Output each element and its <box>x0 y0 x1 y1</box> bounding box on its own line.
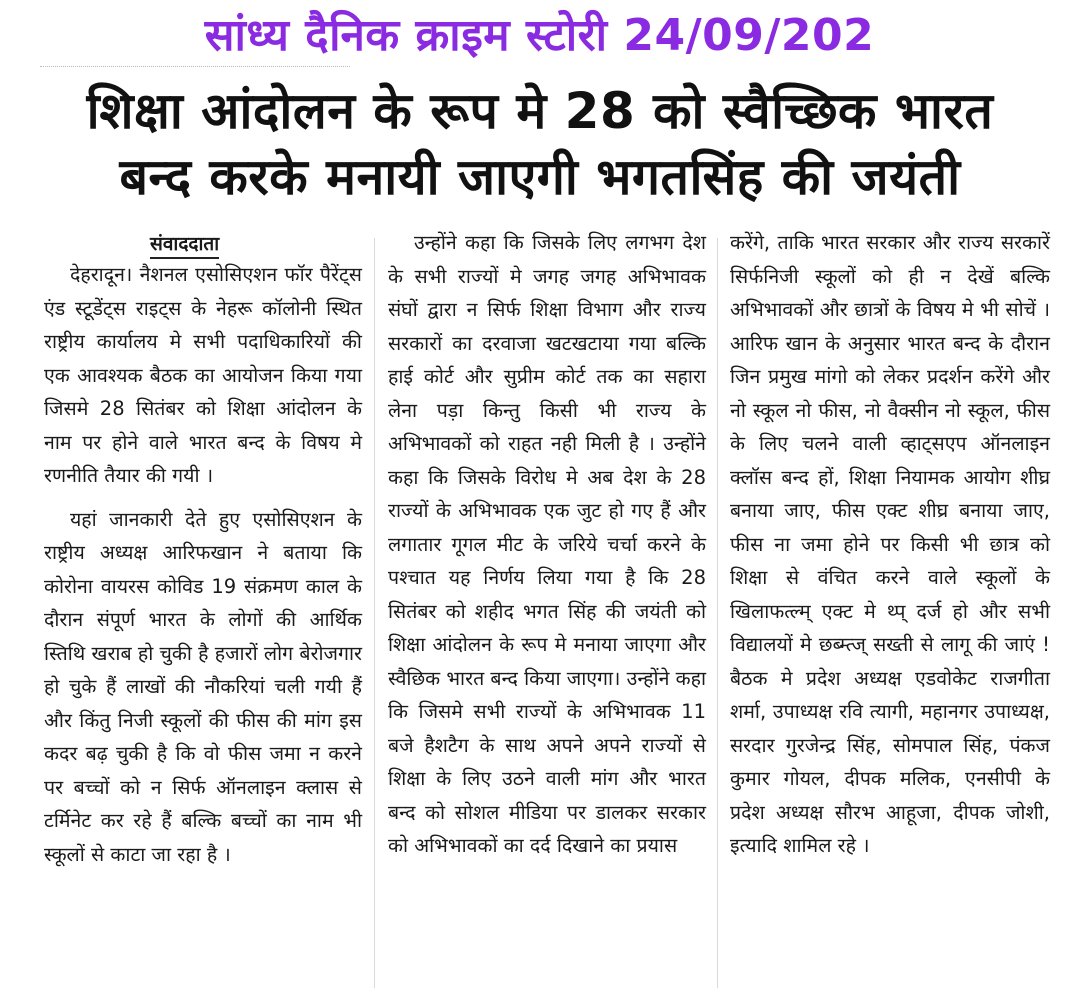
masthead-title: सांध्य दैनिक क्राइम स्टोरी 24/09/202 <box>204 10 875 61</box>
clipping-edge <box>40 66 350 75</box>
headline-line-2: बन्द करके मनायी जाएगी भगतसिंह की जयंती <box>119 148 961 206</box>
article-headline <box>30 78 1050 210</box>
byline: संवाददाता <box>150 230 219 259</box>
column-divider <box>374 238 375 988</box>
article-column-1 <box>44 258 362 871</box>
headline-line-1: शिक्षा आंदोलन के रूप मे 28 को स्वैच्छिक भारत <box>86 82 994 140</box>
paragraph: उन्होंने कहा कि जिसके लिए लगभग देश के सभी राज्यों मे जगह जगह अभिभावक संघों द्वारा न सिर्फ शिक्षा विभाग और राज्य सरकारों का दरवाजा खटखटाया गया बल्कि हाई कोर्ट और सुप्रीम कोर्ट तक का सहारा लेना पड़ा किन्तु किसी भी राज्य के अभिभावकों को राहत नही मिली है । उन्होंने कहा कि जिसके विरोध मे अब देश के 28 राज्यों के अभिभावक एक जुट हो गए हैं और लगातार गूगल मीट के जरिये चर्चा करने के पश्चात यह निर्णय लिया गया है कि 28 सितंबर को शहीद भगत सिंह की जयंती को शिक्षा आंदोलन के रूप मे मनाया जाएगा और स्वैछिक भारत बन्द किया जाएगा। उन्होंने कहा कि जिसमे सभी राज्यों के अभिभावक 11 बजे हैशटैग के साथ अपने अपने राज्यों से शिक्षा के लिए उठने वाली मांग और भारत बन्द को सोशल मीडिया पर डालकर सरकार को अभिभावकों का दर्द दिखाने का प्रयास <box>388 231 706 857</box>
article-column-3 <box>730 226 1050 863</box>
paragraph: देहरादून। नैशनल एसोसिएशन फॉर पैरेंट्स एंड स्टूडेंट्स राइट्स के नेहरू कॉलोनी स्थित राष्ट्रीय कार्यालय मे सभी पदाधिकारियों की एक आवश्यक बैठक का आयोजन किया गया जिसमे 28 सितंबर को शिक्षा आंदोलन के नाम पर होने वाले भारत बन्द के विषय मे रणनीति तैयार की गयी । <box>44 263 362 487</box>
article-column-2 <box>388 226 706 863</box>
paragraph: यहां जानकारी देते हुए एसोसिएशन के राष्ट्रीय अध्यक्ष आरिफखान ने बताया कि कोरोना वायरस कोविड 19 संक्रमण काल के दौरान संपूर्ण भारत के लोगों की आर्थिक स्तिथि खराब हो चुकी है हजारों लोग बेरोजगार हो चुके हैं लाखों की नौकरियां चली गयी हैं और किंतु निजी स्कूलों की फीस की मांग इस कदर बढ़ चुकी है कि वो फीस जमा न करने पर बच्चों को न सिर्फ ऑनलाइन क्लास से टर्मिनेट कर रहे हैं बल्कि बच्चों का नाम भी स्कूलों से काटा जा रहा है । <box>44 507 362 866</box>
paragraph: करेंगे, ताकि भारत सरकार और राज्य सरकारें सिर्फनिजी स्कूलों को ही न देखें बल्कि अभिभावकों और छात्रों के विषय मे भी सोचें । आरिफ खान के अनुसार भारत बन्द के दौरान जिन प्रमुख मांगो को लेकर प्रदर्शन करेंगे और नो स्कूल नो फीस, नो वैक्सीन नो स्कूल, फीस के लिए चलने वाली व्हाट्सएप ऑनलाइन क्लॉस बन्द हों, शिक्षा नियामक आयोग शीघ्र बनाया जाए, फीस एक्ट शीघ्र बनाया जाए, फीस ना जमा होने पर किसी भी छात्र को शिक्षा से वंचित करने वाले स्कूलों के खिलाफत्ल्म् एक्ट मे थ्प् दर्ज हो और सभी विद्यालयों मे छब्म्त्ज् सख्ती से लागू की जाएं ! बैठक मे प्रदेश अध्यक्ष एडवोकेट राजगीता शर्मा, उपाध्यक्ष रवि त्यागी, महानगर उपाध्यक्ष, सरदार गुरजेन्द्र सिंह, सोमपाल सिंह, पंकज कुमार गोयल, दीपक मलिक, एनसीपी के प्रदेश अध्यक्ष सौरभ आहूजा, दीपक जोशी, इत्यादि शामिल रहे । <box>730 231 1050 857</box>
column-divider <box>717 238 718 988</box>
